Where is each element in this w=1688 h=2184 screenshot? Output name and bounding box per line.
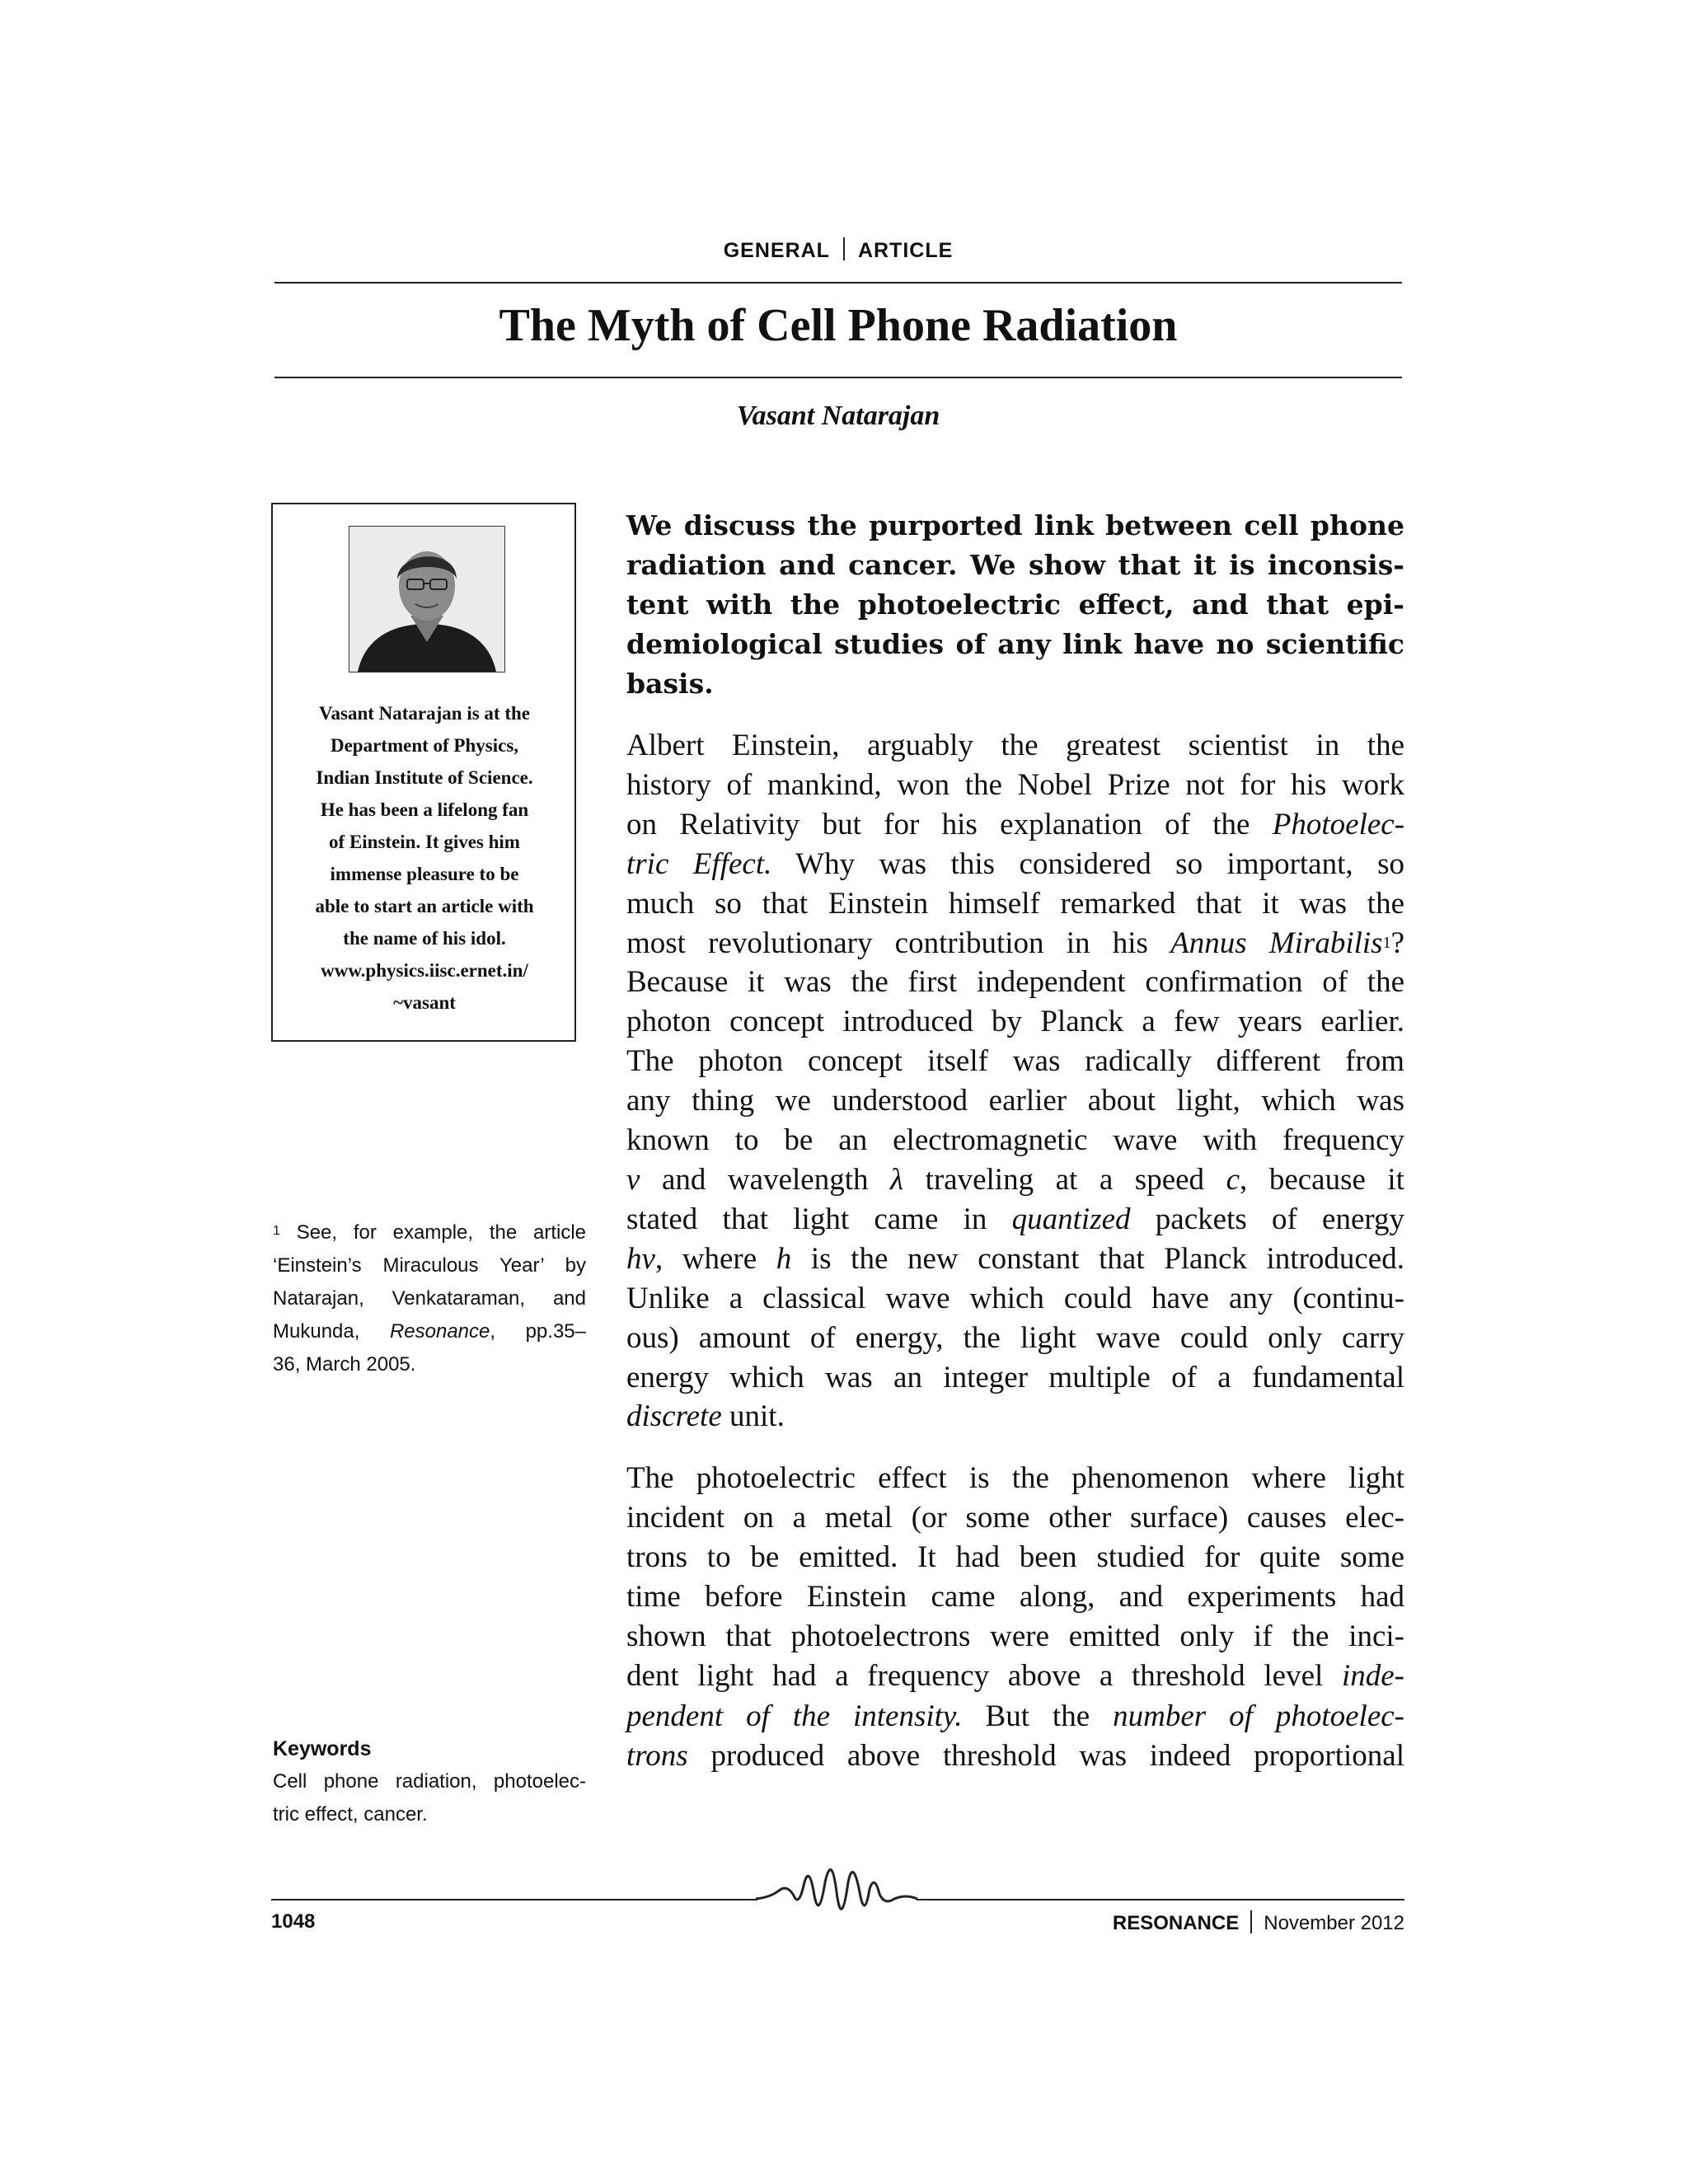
- bio-line: of Einstein. It gives him: [329, 832, 520, 852]
- footnote-mark: 1: [273, 1224, 280, 1238]
- bio-line: Indian Institute of Science.: [316, 767, 533, 788]
- journal-separator: [1250, 1910, 1252, 1933]
- bio-url-line[interactable]: www.physics.iisc.ernet.in/: [321, 960, 528, 981]
- bio-line: the name of his idol.: [343, 928, 506, 949]
- author-photo: [349, 526, 505, 673]
- author-bio-box: [271, 503, 576, 1042]
- title-top-rule: [274, 282, 1402, 284]
- author-name: Vasant Natarajan: [736, 401, 940, 431]
- footnote: $^1$ See, for example, the article ‘Einstein’s Miraculous Year’ by Natarajan, Venkataraman, and Mukunda, Resonance, pp.35– 36, March 2005.: [273, 1216, 586, 1381]
- journal-name: RESONANCE: [1112, 1912, 1240, 1934]
- bio-line: He has been a lifelong fan: [320, 799, 529, 820]
- abstract-line: tent with the photoelectric effect, and that epi-: [626, 588, 1404, 621]
- footer-rule-left: [271, 1899, 757, 1900]
- footnote-line: ‘Einstein’s Miraculous Year’ by: [273, 1254, 586, 1277]
- footer-rule-right: [917, 1899, 1404, 1900]
- abstract: [626, 506, 1404, 704]
- bio-url-line[interactable]: ~vasant: [393, 992, 456, 1013]
- title-bottom-rule: [274, 377, 1402, 378]
- abstract-line: demiological studies of any link have no scientific: [626, 628, 1404, 660]
- header-separator: [843, 237, 845, 260]
- body-paragraph-1: Albert Einstein, arguably the greatest scientist in the history of mankind, won the Nobel Prize not for his work on Relativity but for his explanation of the Photoelec- tric Effect. Why was this considered so important, so much so that Einstein himself remarked that it was the most revolutionary contribution in his Annus Mirabilis$^1$? Because it was the first independent confirmation of the photon concept introduced by Planck a few years earlier. The photon concept itself was radically different from any thing we understood earlier about light, which was known to be an electromagnetic wave with frequency ν and wavelength λ traveling at a speed c, because it stated that light came in quantized packets of energy hν, where h is the new constant that Planck introduced. Unlike a classical wave which could have any (continu- ous) amount of energy, the light wave could only carry energy which was an integer multiple of a fundamental discrete unit.: [626, 729, 1405, 1434]
- resonance-wave-logo: [754, 1858, 919, 1932]
- abstract-line: We discuss the purported link between cell phone: [626, 509, 1404, 541]
- author-bio: [284, 697, 565, 1019]
- keywords-line: Cell phone radiation, photoelec-: [273, 1770, 586, 1793]
- keywords-line: tric effect, cancer.: [273, 1803, 428, 1825]
- article-type-label: ARTICLE: [857, 239, 954, 262]
- bio-line: Vasant Natarajan is at the: [319, 703, 530, 724]
- page-number: 1048: [271, 1910, 316, 1933]
- keywords-block: [273, 1732, 586, 1831]
- footnote-line: 36, March 2005.: [273, 1353, 416, 1376]
- abstract-line: radiation and cancer. We show that it is inconsis-: [626, 549, 1404, 581]
- body-paragraph-2: The photoelectric effect is the phenomenon where light incident on a metal (or some other surface) causes elec- trons to be emitted. It had been studied for quite some time before Einstein came along, and experiments had shown that photoelectrons were emitted only if the inci- dent light had a frequency above a threshold level inde- pendent of the intensity. But the number of photoelec- trons produced above threshold was indeed proportional: [626, 1461, 1405, 1773]
- article-title: The Myth of Cell Phone Radiation: [499, 300, 1178, 351]
- footnote-line: Natarajan, Venkataraman, and: [273, 1287, 586, 1310]
- bio-line: Department of Physics,: [330, 735, 519, 756]
- journal-info: [1113, 1910, 1404, 1935]
- running-header: [274, 237, 1402, 263]
- abstract-line: basis.: [626, 668, 714, 700]
- bio-line: able to start an article with: [315, 896, 534, 916]
- footnote-line: Mukunda, Resonance, pp.35–: [273, 1320, 586, 1343]
- keywords-title: Keywords: [273, 1737, 372, 1760]
- section-label: GENERAL: [723, 239, 830, 262]
- footnote-ref[interactable]: 1: [1382, 933, 1391, 952]
- issue-date: November 2012: [1264, 1912, 1404, 1934]
- bio-line: immense pleasure to be: [330, 864, 519, 884]
